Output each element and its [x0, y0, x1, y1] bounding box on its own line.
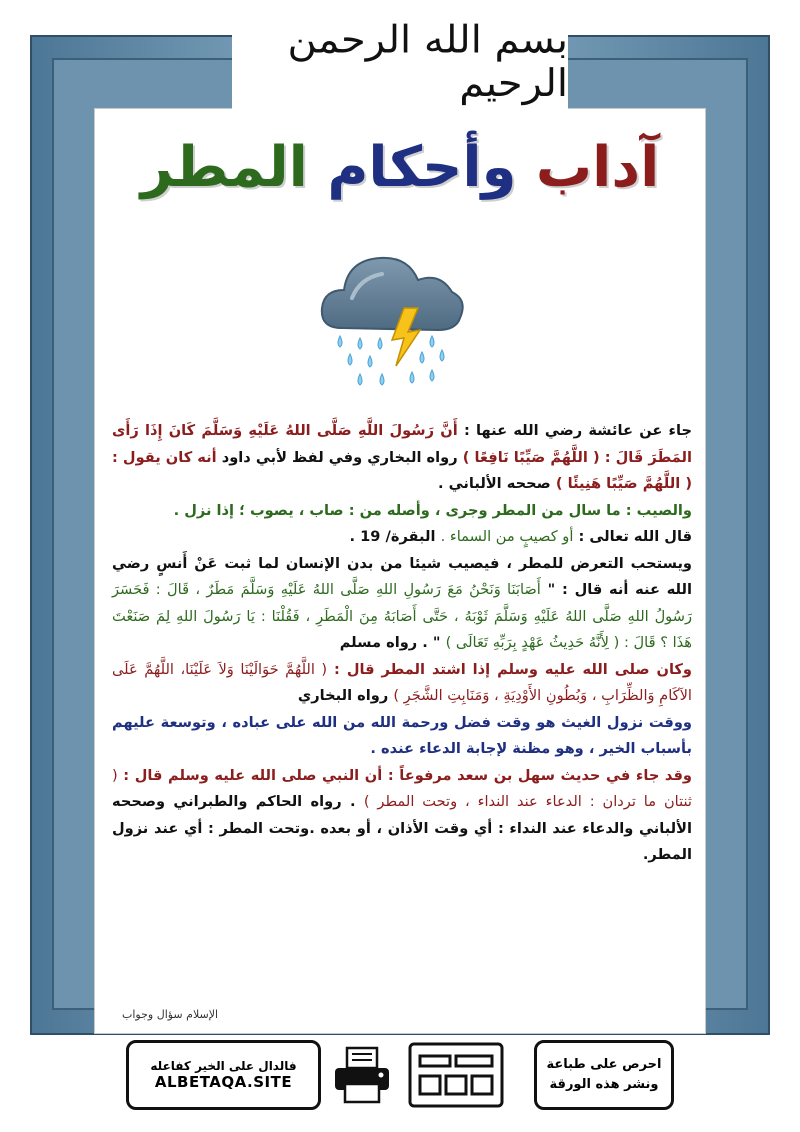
basmala-header	[232, 8, 568, 116]
p5-dua: ( اللَّهُمَّ حَوَالَيْنَا وَلاَ عَلَيْنَا، اللَّهُمَّ عَلَى الآكَامِ وَالظِّرَابِ ، وَبُطُونِ الأَوْدِيَةِ ، وَمَنَابِتِ الشَّجَرِ )	[112, 660, 692, 704]
albetaqa-logo	[408, 1042, 504, 1108]
page-title	[100, 135, 700, 200]
p1-hadith: أَنَّ رَسُولَ اللَّهِ صَلَّى اللهُ عَلَيْهِ وَسَلَّمَ كَانَ إِذَا رَأَى المَطَرَ قَالَ : ( اللَّهُمَّ صَيِّبًا نَافِعًا )	[112, 422, 692, 466]
paragraph-aisha-hadith	[112, 418, 692, 498]
footer-slogan: فالدال على الخير كفاعله	[150, 1059, 297, 1073]
title-word-2: وأحكام	[327, 135, 517, 200]
printer-icon	[331, 1044, 393, 1106]
p1-grading: صححه الألباني .	[438, 475, 556, 492]
p3-intro: قال الله تعالى :	[573, 528, 692, 545]
p3-reference: البقرة/ 19 .	[349, 528, 441, 545]
print-note-line-2: ونشر هذه الورقة	[549, 1077, 659, 1092]
footer	[126, 1040, 674, 1110]
rain-cloud-icon	[312, 238, 472, 398]
p5-intro: وكان صلى الله عليه وسلم إذا اشتد المطر قال :	[327, 660, 692, 678]
print-note-line-1: احرص على طباعة	[546, 1057, 662, 1072]
p4-intro: ويستحب التعرض للمطر ، فيصيب شيئا من بدن الإنسان لما ثبت عَنْ أَنسٍ رضي الله عنه أنه قال : "	[112, 554, 692, 598]
footer-print-note	[534, 1040, 674, 1110]
article-body	[112, 418, 692, 869]
footer-site-url[interactable]: ALBETAQA.SITE	[154, 1073, 293, 1091]
paragraph-time-of-rain: ووقت نزول الغيث هو وقت فضل ورحمة الله من الله على عباده ، وتوسعة عليهم بأسباب الخير ، وهو مظنة لإجابة الدعاء عنده .	[112, 713, 692, 757]
p7-source: . رواه الحاكم والطبراني وصححه الألباني والدعاء عند النداء : أي وقت الأذان ، أو بعده .وتحت المطر : أي عند نزول المطر.	[112, 793, 692, 863]
paragraph-heavy-rain-dua	[112, 657, 692, 710]
p3-verse: أو كصيبٍ من السماء .	[440, 528, 574, 545]
p5-source: رواه البخاري	[297, 687, 394, 704]
p1-source: رواه البخاري وفي لفظ لأبي داود	[216, 448, 463, 466]
footer-site-box	[126, 1040, 321, 1110]
source-credit: الإسلام سؤال وجواب	[122, 1008, 219, 1021]
paragraph-sayyib-definition: والصيب : ما سال من المطر وجرى ، وأصله من : صاب ، يصوب ؛ إذا نزل .	[173, 501, 692, 519]
paragraph-sahl-hadith	[112, 763, 692, 869]
p4-hadith: أَصَابَنَا وَنَحْنُ مَعَ رَسُولِ اللهِ صَلَّى اللهُ عَلَيْهِ وَسَلَّمَ مَطَرٌ ، قَالَ : فَحَسَرَ رَسُولُ اللهِ صَلَّى اللهُ عَلَيْهِ وَسَلَّمَ ثَوْبَهُ ، حَتَّى أَصَابَهُ مِنَ الْمَطَرِ ، فَقُلْنَا : يَا رَسُولَ اللهِ لِمَ صَنَعْتَ هَذَا ؟ قَالَ : ( لِأَنَّهُ حَدِيثُ عَهْدٍ بِرَبِّهِ تَعَالَى )	[112, 581, 692, 651]
p7-intro: وقد جاء في حديث سهل بن سعد مرفوعاً : أن النبي صلى الله عليه وسلم قال :	[117, 766, 692, 784]
p7-hadith: ( ثنتان ما تردان : الدعاء عند النداء ، وتحت المطر )	[112, 766, 692, 810]
p4-source: " . رواه مسلم	[339, 634, 446, 651]
title-word-3: المطر	[140, 135, 308, 200]
title-word-1: آداب	[535, 135, 660, 200]
p1-abu-dawud: أنه كان يقول : ( اللَّهُمَّ صَيِّبًا هَنِيئًا )	[112, 448, 692, 492]
p1-intro: جاء عن عائشة رضي الله عنها :	[457, 422, 692, 439]
basmala-text: بسم الله الرحمن الرحيم	[287, 18, 568, 106]
paragraph-anas-hadith	[112, 551, 692, 657]
paragraph-quran-verse	[112, 524, 692, 551]
